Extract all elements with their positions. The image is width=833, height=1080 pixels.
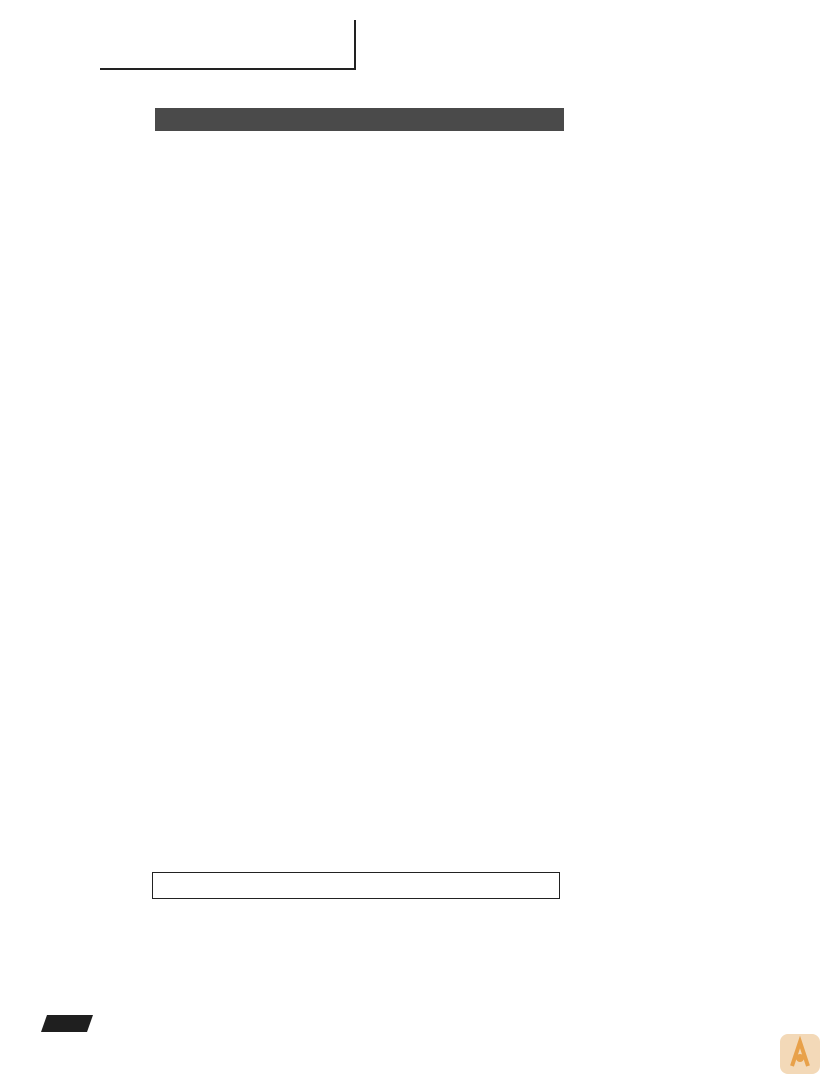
title-frame xyxy=(100,20,356,70)
section-banner xyxy=(155,108,564,131)
load-table-grid xyxy=(155,223,564,809)
side-model-label xyxy=(30,850,90,1010)
compliance-box xyxy=(152,872,560,899)
watermark-badge xyxy=(778,1032,822,1076)
manitowoc-logo xyxy=(37,1012,95,1034)
